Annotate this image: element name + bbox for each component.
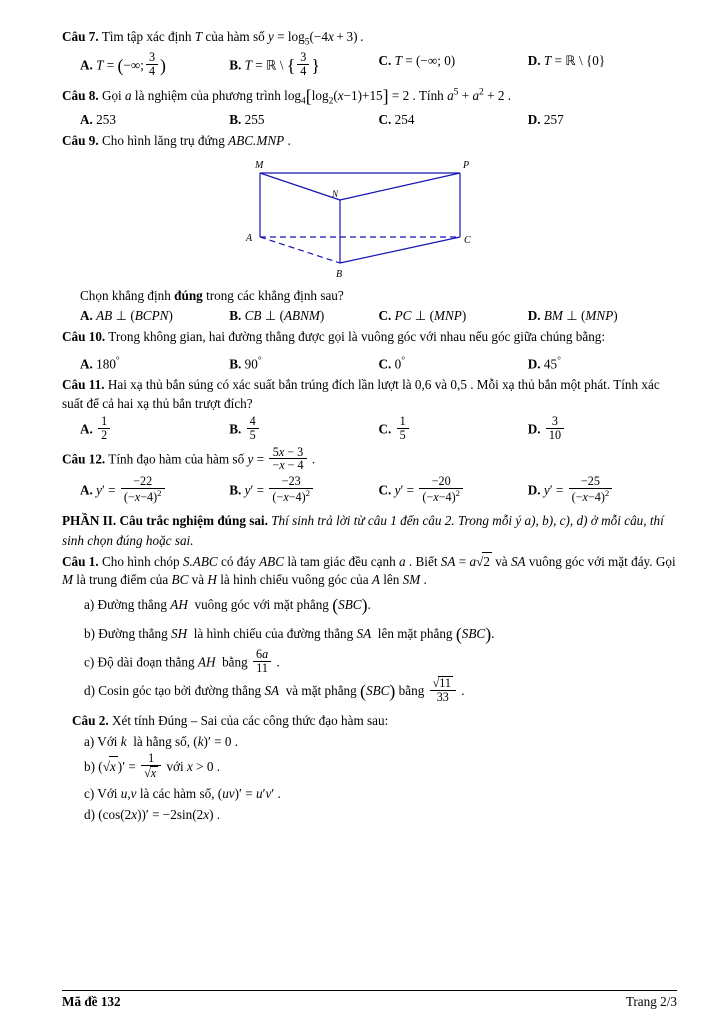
option-a[interactable]: A. AB ⊥ (BCPN)	[80, 308, 173, 324]
part2-question-2-label: Câu 2.	[72, 712, 109, 728]
option-b[interactable]: B. CB ⊥ (ABNM)	[229, 308, 325, 324]
question-12: Câu 12. Tính đạo hàm của hàm số y = $\frac{5x - 3}{-x - 4}$ .	[62, 444, 316, 473]
question-11-options	[62, 414, 677, 443]
question-10-label: Câu 10.	[62, 329, 106, 345]
option-a[interactable]: A. T = (−∞; $\frac{3}{4}$ )	[80, 50, 166, 79]
question-12-label: Câu 12.	[62, 451, 106, 467]
svg-text:P: P	[462, 159, 469, 171]
page-footer	[62, 990, 677, 1010]
option-d[interactable]: D. 257	[527, 111, 564, 127]
part2-question-2-text: Xét tính Đúng – Sai của các công thức đạo hàm sau:	[111, 712, 389, 728]
footer-exam-code-label: Mã đề	[62, 994, 98, 1009]
question-10: Câu 10. Trong không gian, hai đường thẳng được gọi là vuông góc với nhau nếu góc giữa chúng bằng:	[62, 329, 606, 345]
svg-text:C: C	[463, 234, 471, 246]
option-a-text: 253	[96, 111, 116, 127]
question-9: Câu 9. Cho hình lăng trụ đứng ABC.MNP .	[62, 132, 291, 148]
option-b[interactable]: B. T = ℝ \ { $\frac{3}{4}$ }	[229, 50, 320, 79]
option-a[interactable]: A. 180°	[80, 356, 120, 372]
option-d[interactable]: D. y′ = $\frac{-25}{(-x-4)^2}$	[528, 477, 677, 506]
option-c-text: 254	[394, 111, 415, 127]
question-8-label: Câu 8.	[62, 87, 99, 103]
option-b-text: 255	[244, 111, 265, 127]
question-11-label: Câu 11.	[62, 377, 105, 393]
option-c[interactable]: C. 254	[378, 111, 415, 127]
option-d[interactable]: D. T = ℝ \ {0}	[527, 53, 606, 69]
svg-text:A: A	[245, 232, 252, 244]
svg-text:M: M	[254, 159, 263, 171]
option-c[interactable]: C. 0°	[378, 356, 406, 372]
option-b[interactable]: B. y′ = $\frac{-23}{(-x-4)^2}$	[229, 477, 378, 506]
part2-q2-item-c: c) Với u,v là các hàm số, (uv)′ = u′v′ .	[84, 785, 281, 801]
question-9-label: Câu 9.	[62, 132, 99, 148]
option-d[interactable]: D. 45°	[527, 356, 561, 372]
svg-text:B: B	[335, 268, 342, 280]
option-d[interactable]: D. $\frac{3}{10}$	[528, 417, 677, 443]
footer-exam-code-value: 132	[100, 994, 121, 1009]
option-c[interactable]: C. T = (−∞; 0)	[378, 53, 456, 69]
part2-q2-item-b: b) (√x )′ = $\frac{1}{√x}$ với x > 0 .	[84, 751, 221, 781]
option-a[interactable]: A. $\frac{1}{2}$	[62, 417, 229, 443]
question-9-prompt: Chọn khẳng định đúng trong các khẳng định sau?	[80, 287, 344, 303]
part2-q2-item-d: d) (cos(2x))′ = −2sin(2x) .	[84, 807, 221, 823]
prism-diagram	[62, 155, 677, 285]
part2-question-1: Câu 1. Cho hình chóp S.ABC có đáy ABC là tam giác đều cạnh a . Biết SA = a√2 và SA vuông góc với mặt đáy. Gọi M là trung điểm của BC và H là hình chiếu vuông góc của A lên SM .	[62, 553, 676, 588]
option-b[interactable]: B. $\frac{4}{5}$	[229, 417, 378, 443]
option-b[interactable]: B. 90°	[229, 356, 262, 372]
part2-heading-bold: PHẦN II. Câu trắc nghiệm đúng sai.	[62, 513, 268, 529]
part2-q1-item-a: a) Đường thẳng AH vuông góc với mặt phẳng (SBC).	[84, 595, 371, 616]
question-8: Câu 8. Gọi a là nghiệm của phương trình $\log_4[\log_2(x-1)+15] = 2$ . Tính $a^5 + a^2 + 2$ .	[62, 85, 512, 107]
part2-q1-item-d: d) Cosin góc tạo bởi đường thẳng SA và mặt phẳng (SBC) bằng $\frac{√11}{33}$ .	[84, 676, 465, 705]
option-c[interactable]: C. y′ = $\frac{-20}{(-x-4)^2}$	[379, 477, 528, 506]
part2-heading-italic: Thí sinh trả lời từ câu 1 đến câu 2. Trong mỗi ý a), b), c), d) ở mỗi câu, thí sinh chọn đúng hoặc sai.	[62, 513, 664, 548]
footer-page-number: Trang 2/3	[625, 994, 677, 1009]
option-c[interactable]: C. $\frac{1}{5}$	[379, 417, 528, 443]
question-7-label: Câu 7.	[62, 29, 99, 44]
question-7-options	[62, 50, 677, 79]
question-9-options	[62, 308, 677, 324]
option-b[interactable]: B. 255	[229, 111, 265, 127]
part2-q2-item-a: a) Với k là hằng số, (k)′ = 0 .	[84, 734, 239, 750]
question-10-options	[62, 356, 677, 372]
svg-text:N: N	[331, 188, 338, 199]
part2-question-1-label: Câu 1.	[62, 553, 99, 569]
question-12-options	[62, 474, 677, 506]
option-d[interactable]: D. BM ⊥ (MNP)	[527, 308, 618, 324]
part2-heading	[62, 511, 677, 549]
question-7: Câu 7. Tìm tập xác định T của hàm số $y = \log_5(-4x + 3)$ .	[62, 29, 364, 48]
question-11: Câu 11. Hai xạ thủ bắn súng có xác suất bắn trúng đích lần lượt là 0,6 và 0,5 . Mỗi xạ thủ bắn một phát. Tính xác suất để cả hai xạ thủ bắn trượt đích?	[62, 377, 660, 412]
footer-exam-code	[62, 994, 121, 1010]
part2-q1-item-c: c) Độ dài đoạn thẳng AH bằng $\frac{6a}{11}$ .	[84, 646, 280, 675]
option-c[interactable]: C. PC ⊥ (MNP)	[378, 308, 467, 324]
part2-q1-item-b: b) Đường thẳng SH là hình chiếu của đường thẳng SA lên mặt phẳng (SBC).	[84, 623, 495, 644]
option-a[interactable]: A. y′ = $\frac{-22}{(-x-4)^2}$	[62, 477, 229, 506]
option-d-text: 257	[543, 111, 564, 127]
part2-question-2	[62, 712, 677, 731]
option-a[interactable]: A. 253	[80, 111, 116, 127]
question-8-options	[62, 112, 677, 128]
